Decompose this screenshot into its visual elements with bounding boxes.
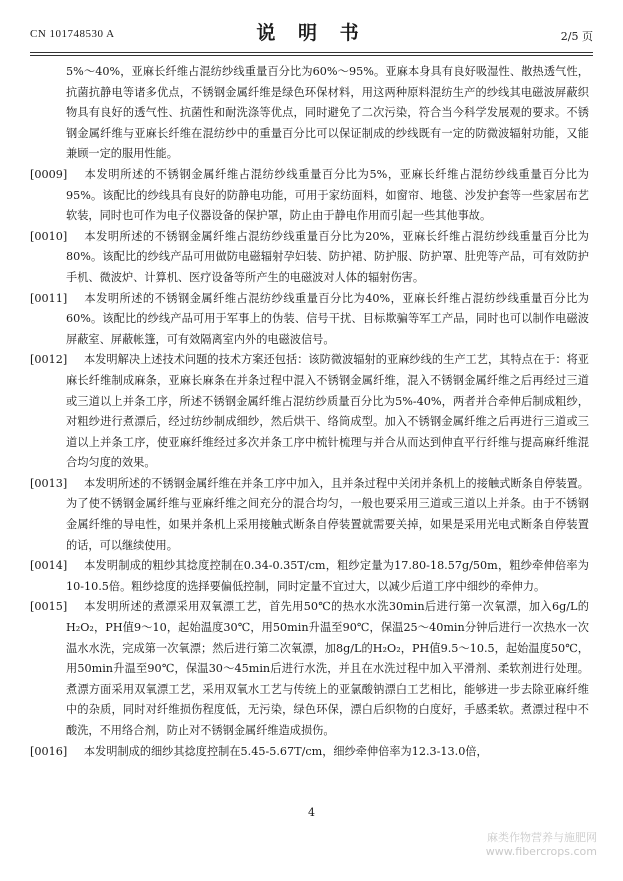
page-number: 4 (308, 806, 315, 819)
watermark-site-name: 麻类作物营养与施肥网 (487, 831, 597, 844)
document-body (30, 62, 589, 762)
paragraph-number: [0014] (30, 559, 68, 573)
paragraph-continuation (66, 62, 589, 165)
paragraph-text: 本发明制成的粗纱其捻度控制在0.34-0.35T/cm，粗纱定量为17.80-18.57g/50m，粗纱牵伸倍率为10-10.5倍。粗纱捻度的选择要偏低控制，同时定量不宜过大，以减少后道工序中细纱的牵伸力。 (66, 559, 589, 593)
paragraph-number: [0009] (30, 167, 68, 181)
paragraph (30, 350, 589, 474)
paragraph-number: [0010] (30, 229, 68, 243)
paragraph-text: 5%～40%，亚麻长纤维占混纺纱线重量百分比为60%～95%。亚麻本身具有良好吸湿性、散热透气性，抗菌抗静电等诸多优点，不锈钢金属纤维是绿色环保材料，用这两种原料混纺生产的纱线其电磁波屏蔽织物具有良好的透气性、抗菌性和耐洗涤等优点，同时避免了二次污染，符合当今科学发展观的要求。不锈钢金属纤维与亚麻长纤维在混纺纱中的重量百分比可以保证制成的纱线既有一定的防微波辐射功能，又能兼顾一定的服用性能。 (66, 65, 589, 161)
publication-number: CN 101748530 A (30, 28, 115, 40)
paragraph-number: [0011] (30, 291, 68, 305)
paragraph (30, 227, 589, 289)
paragraph-text: 本发明所述的不锈钢金属纤维在并条工序中加入，且并条过程中关闭并条机上的接触式断条自停装置。为了使不锈钢金属纤维与亚麻纤维之间充分的混合均匀，一般也要采用三道或三道以上并条。由于不锈钢金属纤维的导电性，如果并条机上采用接触式断条自停装置就需要关掉，如果是采用光电式断条自停装置的话，可以继续使用。 (66, 476, 589, 552)
page-header (30, 12, 593, 48)
paragraph-text: 本发明解决上述技术问题的技术方案还包括：该防微波辐射的亚麻纱线的生产工艺，其特点在于：将亚麻长纤维制成麻条，亚麻长麻条在并条过程中混入不锈钢金属纤维，混入不锈钢金属纤维之后再经过三道或三道以上并条工序，所述不锈钢金属纤维占混纺纱质量百分比为5%-40%，两者并合牵伸后制成粗纱，对粗纱进行煮漂后，经过纺纱制成细纱，然后烘干、络筒成型。加入不锈钢金属纤维之后再进行三道或三道以上并条工序，使亚麻纤维经过多次并条工序中梳针梳理与并合从而达到伸直平行纤维与提高麻纤维混合均匀度的效果。 (66, 353, 589, 470)
paragraph-number: [0015] (30, 600, 68, 614)
header-rule-top (30, 52, 593, 53)
watermark-url: www.fibercrops.com (485, 845, 597, 858)
header-rule-bottom (30, 55, 593, 56)
paragraph-text: 本发明制成的细纱其捻度控制在5.45-5.67T/cm，细纱牵伸倍率为12.3-13.0倍， (83, 744, 488, 758)
paragraph-text: 本发明所述的煮漂采用双氧漂工艺，首先用50℃的热水水洗30min后进行第一次氧漂，加入6g/L的H₂O₂，PH值9～10，起始温度30℃，用50min升温至90℃，保温25～40min分钟后进行一次热水一次温水水洗，完成第一次氧漂；然后进行第二次氧漂，加8g/L的H₂O₂，PH值9.5～10.5，起始温度50℃，用50min升温至90℃，保温30～45min后进行水洗，并且在水洗过程中加入平滑剂、柔软剂进行处理。煮漂方面采用双氧漂工艺，采用双氧水工艺与传统上的亚氯酸钠漂白工艺相比，能够进一步去除亚麻纤维中的杂质，同时对纤维损伤程度低，无污染，绿色环保，漂白后织物的白度好，手感柔软。煮漂过程中不酸洗，不用络合剂，防止对不锈钢金属纤维造成损伤。 (66, 600, 589, 737)
paragraph (30, 474, 589, 556)
paragraph-number: [0012] (30, 353, 68, 367)
page-indicator: 2/5 页 (560, 30, 593, 43)
paragraph (30, 165, 589, 227)
paragraph-text: 本发明所述的不锈钢金属纤维占混纺纱线重量百分比为20%，亚麻长纤维占混纺纱线重量百分比为80%。该配比的纱线产品可用做防电磁辐射孕妇装、防护裙、防护服、防护罩、肚兜等产品，可有效防护手机、微波炉、计算机、医疗设备等所产生的电磁波对人体的辐射伤害。 (66, 229, 589, 284)
document-title: 说 明 书 (256, 22, 367, 44)
paragraph-text: 本发明所述的不锈钢金属纤维占混纺纱线重量百分比为5%，亚麻长纤维占混纺纱线重量百分比为95%。该配比的纱线具有良好的防静电功能，可用于家纺面料，如窗帘、地毯、沙发护套等一些家居布艺软装，同时也可作为电子仪器设备的保护罩，防止由于静电作用而引起一些其他事故。 (66, 167, 589, 223)
paragraph-text: 本发明所述的不锈钢金属纤维占混纺纱线重量百分比为40%，亚麻长纤维占混纺纱线重量百分比为60%。该配比的纱线产品可用于军事上的伪装、信号干扰、目标欺骗等军工产品，同时也可以制作电磁波屏蔽室、屏蔽帐篷，可有效隔离室内外的电磁波信号。 (66, 291, 589, 346)
paragraph (30, 556, 589, 597)
paragraph-number: [0013] (30, 476, 68, 490)
site-watermark (486, 831, 597, 859)
paragraph (30, 597, 589, 741)
paragraph (30, 289, 589, 351)
paragraph-number: [0016] (30, 744, 68, 758)
paragraph (30, 742, 589, 763)
